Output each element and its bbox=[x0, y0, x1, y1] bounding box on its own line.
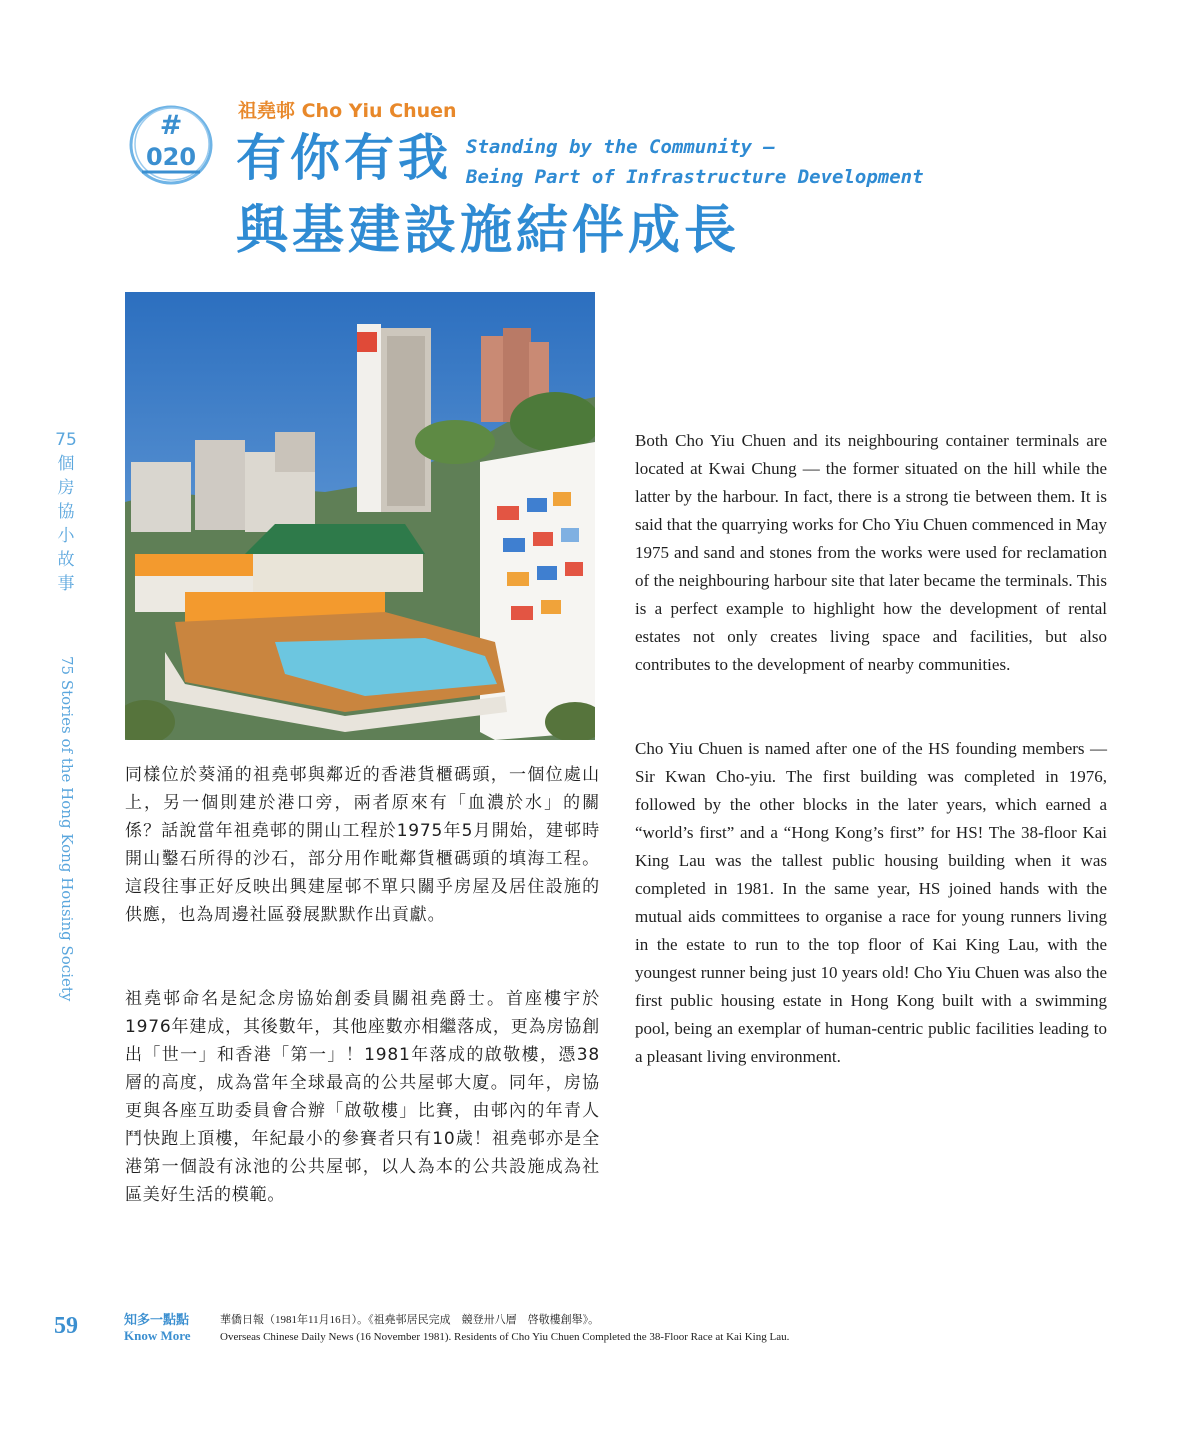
title-zh-line1: 有你有我 bbox=[236, 129, 452, 187]
body-en-paragraph-2 bbox=[635, 735, 1107, 1071]
reference-en: Overseas Chinese Daily News (16 November 1981). Residents of Cho Yiu Chuen Completed the 38-Floor Race at Kai King Lau. bbox=[220, 1331, 790, 1343]
estate-illustration bbox=[125, 292, 595, 740]
sidebar-char: 房 bbox=[57, 478, 75, 498]
body-en-text: Cho Yiu Chuen is named after one of the HS founding members — Sir Kwan Cho-yiu. The first building was completed in 1976, followed by the other blocks in the later years, which earned a “world’s first” and a “Hong Kong’s first” for HS! The 38-floor Kai King Lau was the tallest public housing building when it was completed in 1981. In the same year, HS joined hands with the mutual aids committees to organise a race for young runners living in the estate to run to the top floor of Kai King Lau, with the youngest runner being just 10 years old! Cho Yiu Chuen was also the first public housing estate in Hong Kong built with a swimming pool, being an exemplar of human-centric public facilities leading to a pleasant living environment. bbox=[635, 739, 1107, 1066]
know-more-label bbox=[124, 1312, 191, 1344]
series-title-en-text: 75 Stories of the Hong Kong Housing Society bbox=[58, 656, 76, 1002]
series-title-zh bbox=[54, 428, 78, 596]
sidebar-char: 小 bbox=[57, 526, 75, 546]
story-number-badge bbox=[128, 104, 214, 186]
title-en-line1: Standing by the Community — bbox=[466, 136, 775, 158]
body-en-text: Both Cho Yiu Chuen and its neighbouring container terminals are located at Kwai Chung — the former situated on the hill while the latter by the harbour. In fact, there is a strong tie between them. It is said that the quarrying works for Cho Yiu Chuen commenced in May 1975 and sand and stones from the works were used for reclamation of the neighbouring harbour site that later became the terminals. This is a perfect example to highlight how the development of rental estates not only creates living space and facilities, but also contributes to the development of nearby communities. bbox=[635, 431, 1107, 674]
know-more-en: Know More bbox=[124, 1328, 191, 1343]
estate-photo bbox=[125, 292, 595, 740]
title-en-line2: Being Part of Infrastructure Development bbox=[466, 166, 924, 188]
series-title-en bbox=[54, 656, 78, 1002]
page-number: 59 bbox=[54, 1313, 78, 1339]
reference-note bbox=[220, 1312, 789, 1346]
sidebar-char: 協 bbox=[57, 502, 75, 522]
sidebar-char: 事 bbox=[57, 574, 75, 594]
estate-kicker: 祖堯邨 Cho Yiu Chuen bbox=[238, 100, 457, 122]
body-zh-paragraph-2 bbox=[125, 985, 600, 1209]
body-zh-text: 祖堯邨命名是紀念房協始創委員關祖堯爵士。首座樓宇於1976年建成，其後數年，其他座數亦相繼落成，更為房協創出「世一」和香港「第一」！1981年落成的啟敬樓，憑38層的高度，成為當年全球最高的公共屋邨大廈。同年，房協更與各座互助委員會合辦「啟敬樓」比賽，由邨內的年青人鬥快跑上頂樓，年紀最小的參賽者只有10歲！祖堯邨亦是全港第一個設有泳池的公共屋邨，以人為本的公共設施成為社區美好生活的模範。 bbox=[125, 989, 600, 1205]
sidebar-char: 故 bbox=[57, 550, 75, 570]
sidebar-char: 個 bbox=[57, 454, 75, 474]
sidebar-char: 75 bbox=[55, 430, 77, 450]
series-sidebar bbox=[54, 428, 78, 1002]
badge-number: 020 bbox=[145, 143, 197, 171]
know-more-zh: 知多一點點 bbox=[124, 1312, 190, 1327]
title-zh-line2: 與基建設施結伴成長 bbox=[236, 201, 741, 261]
body-en-paragraph-1 bbox=[635, 427, 1107, 679]
reference-zh: 華僑日報（1981年11月16日）。《祖堯邨居民完成 競登卅八層 啓敬樓創舉》。 bbox=[220, 1314, 600, 1326]
body-zh-paragraph-1 bbox=[125, 761, 600, 929]
body-zh-text: 同樣位於葵涌的祖堯邨與鄰近的香港貨櫃碼頭，一個位處山上，另一個則建於港口旁，兩者原來有「血濃於水」的關係？話說當年祖堯邨的開山工程於1975年5月開始，建邨時開山鑿石所得的沙石，部分用作毗鄰貨櫃碼頭的填海工程。這段往事正好反映出興建屋邨不單只關乎房屋及居住設施的供應，也為周邊社區發展默默作出貢獻。 bbox=[125, 765, 600, 925]
badge-hash: # bbox=[159, 110, 183, 141]
